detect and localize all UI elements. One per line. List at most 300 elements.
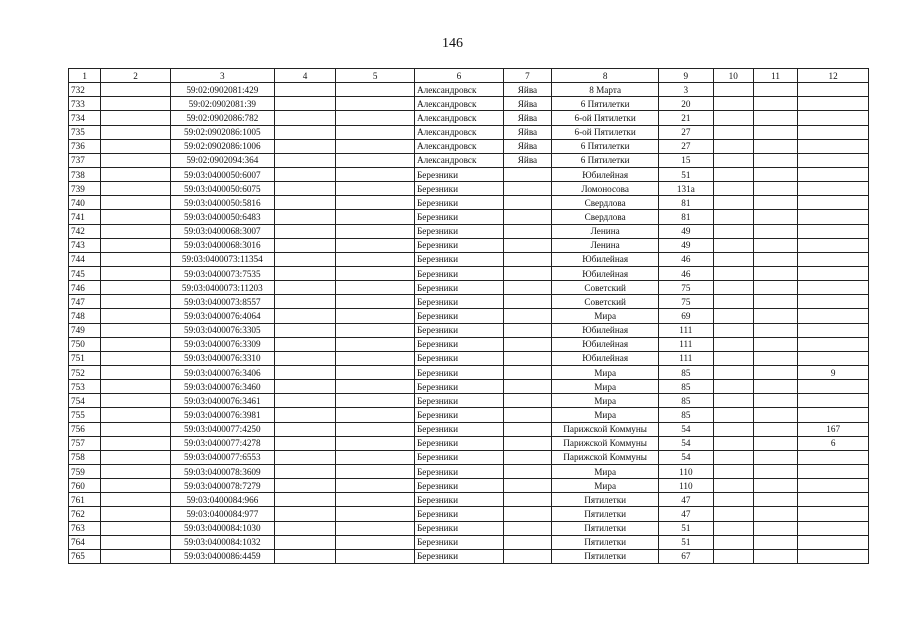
column-header: 2 [101, 69, 171, 83]
cell-col5 [336, 507, 415, 521]
cadastral-number: 59:03:0400076:4064 [170, 309, 274, 323]
column-header: 10 [713, 69, 753, 83]
cadastral-number: 59:03:0400078:7279 [170, 479, 274, 493]
house-number: 111 [659, 323, 713, 337]
cadastral-number: 59:03:0400050:5816 [170, 196, 274, 210]
cell-col5 [336, 83, 415, 97]
cell-col2 [101, 479, 171, 493]
settlement: Березники [415, 224, 504, 238]
locality [503, 436, 551, 450]
column-header: 4 [274, 69, 336, 83]
cadastral-number: 59:03:0400084:977 [170, 507, 274, 521]
cell-col4 [274, 167, 336, 181]
street: Свердлова [552, 210, 659, 224]
cadastral-number: 59:03:0400078:3609 [170, 464, 274, 478]
cell-col10 [713, 281, 753, 295]
table-row [69, 521, 869, 535]
settlement: Березники [415, 252, 504, 266]
cell-col12 [798, 125, 869, 139]
locality [503, 507, 551, 521]
street: 8 Марта [552, 83, 659, 97]
table-row [69, 549, 869, 563]
locality: Яйва [503, 125, 551, 139]
street: Советский [552, 281, 659, 295]
table-row [69, 436, 869, 450]
cell-col10 [713, 139, 753, 153]
cell-col12 [798, 408, 869, 422]
locality [503, 210, 551, 224]
cell-col11 [753, 83, 797, 97]
cadastral-number: 59:03:0400084:1030 [170, 521, 274, 535]
cell-col4 [274, 83, 336, 97]
cell-col12 [798, 493, 869, 507]
cell-col4 [274, 295, 336, 309]
locality [503, 182, 551, 196]
settlement: Березники [415, 196, 504, 210]
cadastral-number: 59:02:0902086:782 [170, 111, 274, 125]
cell-col4 [274, 153, 336, 167]
locality [503, 295, 551, 309]
cell-col12 [798, 153, 869, 167]
house-number: 46 [659, 266, 713, 280]
cell-col2 [101, 139, 171, 153]
cell-col4 [274, 450, 336, 464]
table-row [69, 337, 869, 351]
cadastral-number: 59:03:0400068:3007 [170, 224, 274, 238]
cell-col4 [274, 464, 336, 478]
row-number: 736 [69, 139, 101, 153]
street: 6-ой Пятилетки [552, 111, 659, 125]
street: Мира [552, 464, 659, 478]
street: Ленина [552, 238, 659, 252]
row-number: 754 [69, 394, 101, 408]
cell-col4 [274, 493, 336, 507]
cell-col4 [274, 224, 336, 238]
table-row [69, 422, 869, 436]
cell-col10 [713, 408, 753, 422]
cell-col5 [336, 351, 415, 365]
settlement: Березники [415, 309, 504, 323]
settlement: Березники [415, 182, 504, 196]
cell-col11 [753, 337, 797, 351]
settlement: Березники [415, 323, 504, 337]
locality [503, 196, 551, 210]
locality [503, 252, 551, 266]
row-number: 737 [69, 153, 101, 167]
cadastral-number: 59:03:0400073:11203 [170, 281, 274, 295]
cadastral-number: 59:02:0902086:1005 [170, 125, 274, 139]
cell-col4 [274, 351, 336, 365]
cell-col10 [713, 493, 753, 507]
street: Мира [552, 408, 659, 422]
table-row [69, 125, 869, 139]
house-number: 85 [659, 365, 713, 379]
locality [503, 337, 551, 351]
row-number: 762 [69, 507, 101, 521]
cell-col12 [798, 252, 869, 266]
house-number: 47 [659, 493, 713, 507]
column-header: 12 [798, 69, 869, 83]
cell-col10 [713, 450, 753, 464]
row-number: 739 [69, 182, 101, 196]
locality [503, 167, 551, 181]
cell-col2 [101, 337, 171, 351]
house-number: 85 [659, 394, 713, 408]
cell-col4 [274, 252, 336, 266]
settlement: Березники [415, 493, 504, 507]
cadastral-number: 59:03:0400084:966 [170, 493, 274, 507]
table-row [69, 167, 869, 181]
cell-col4 [274, 139, 336, 153]
cell-col5 [336, 153, 415, 167]
cell-col5 [336, 125, 415, 139]
house-number: 81 [659, 210, 713, 224]
cell-col10 [713, 196, 753, 210]
table-row [69, 464, 869, 478]
cell-col2 [101, 323, 171, 337]
locality [503, 422, 551, 436]
cell-col4 [274, 549, 336, 563]
cell-col2 [101, 252, 171, 266]
cell-col10 [713, 295, 753, 309]
settlement: Березники [415, 422, 504, 436]
cell-col12 [798, 83, 869, 97]
table-row [69, 210, 869, 224]
cell-col11 [753, 436, 797, 450]
cell-col12 [798, 323, 869, 337]
cell-col5 [336, 139, 415, 153]
row-number: 753 [69, 380, 101, 394]
cadastral-number: 59:03:0400068:3016 [170, 238, 274, 252]
table-row [69, 196, 869, 210]
cell-col5 [336, 295, 415, 309]
table-row [69, 408, 869, 422]
cell-col5 [336, 479, 415, 493]
cell-col2 [101, 365, 171, 379]
locality [503, 309, 551, 323]
cell-col2 [101, 224, 171, 238]
cell-col5 [336, 210, 415, 224]
table-row [69, 479, 869, 493]
locality [503, 408, 551, 422]
house-number: 111 [659, 351, 713, 365]
cell-col11 [753, 266, 797, 280]
settlement: Березники [415, 507, 504, 521]
settlement: Березники [415, 549, 504, 563]
cadastral-number: 59:02:0902081:39 [170, 97, 274, 111]
cadastral-number: 59:03:0400076:3460 [170, 380, 274, 394]
cell-col10 [713, 238, 753, 252]
street: Мира [552, 380, 659, 394]
locality [503, 450, 551, 464]
cell-col12 [798, 351, 869, 365]
cell-col10 [713, 210, 753, 224]
table-row [69, 394, 869, 408]
cadastral-number: 59:03:0400077:6553 [170, 450, 274, 464]
cell-col2 [101, 380, 171, 394]
cell-col12: 167 [798, 422, 869, 436]
row-number: 732 [69, 83, 101, 97]
cell-col4 [274, 97, 336, 111]
cell-col10 [713, 323, 753, 337]
street: Пятилетки [552, 535, 659, 549]
cell-col2 [101, 464, 171, 478]
row-number: 750 [69, 337, 101, 351]
cell-col5 [336, 252, 415, 266]
cell-col2 [101, 450, 171, 464]
table-row [69, 351, 869, 365]
cadastral-number: 59:03:0400073:11354 [170, 252, 274, 266]
cell-col11 [753, 139, 797, 153]
table-row [69, 139, 869, 153]
cell-col12 [798, 238, 869, 252]
cell-col5 [336, 422, 415, 436]
cell-col11 [753, 167, 797, 181]
cell-col12 [798, 380, 869, 394]
cell-col2 [101, 309, 171, 323]
cell-col11 [753, 252, 797, 266]
cell-col11 [753, 97, 797, 111]
settlement: Березники [415, 450, 504, 464]
cell-col10 [713, 167, 753, 181]
cell-col12 [798, 507, 869, 521]
settlement: Березники [415, 337, 504, 351]
table-row [69, 535, 869, 549]
cell-col4 [274, 380, 336, 394]
row-number: 745 [69, 266, 101, 280]
street: Парижской Коммуны [552, 436, 659, 450]
cell-col10 [713, 351, 753, 365]
table-row [69, 323, 869, 337]
cell-col5 [336, 111, 415, 125]
cadastral-number: 59:03:0400076:3305 [170, 323, 274, 337]
locality [503, 266, 551, 280]
cell-col4 [274, 422, 336, 436]
house-number: 67 [659, 549, 713, 563]
cell-col4 [274, 323, 336, 337]
cell-col11 [753, 521, 797, 535]
cell-col5 [336, 266, 415, 280]
cell-col2 [101, 167, 171, 181]
cell-col12 [798, 111, 869, 125]
locality [503, 351, 551, 365]
cell-col10 [713, 436, 753, 450]
house-number: 51 [659, 167, 713, 181]
cell-col2 [101, 394, 171, 408]
settlement: Александровск [415, 97, 504, 111]
house-number: 85 [659, 380, 713, 394]
table-row [69, 493, 869, 507]
table-row [69, 238, 869, 252]
cell-col5 [336, 182, 415, 196]
settlement: Александровск [415, 139, 504, 153]
cell-col12 [798, 479, 869, 493]
table-row [69, 365, 869, 379]
cell-col5 [336, 196, 415, 210]
row-number: 741 [69, 210, 101, 224]
cell-col11 [753, 295, 797, 309]
cell-col10 [713, 479, 753, 493]
settlement: Березники [415, 479, 504, 493]
cell-col11 [753, 323, 797, 337]
row-number: 758 [69, 450, 101, 464]
cell-col11 [753, 549, 797, 563]
table-row [69, 224, 869, 238]
cadastral-number: 59:03:0400086:4459 [170, 549, 274, 563]
cell-col12 [798, 309, 869, 323]
cell-col12 [798, 295, 869, 309]
table-row [69, 281, 869, 295]
cell-col11 [753, 281, 797, 295]
house-number: 110 [659, 479, 713, 493]
table-row [69, 182, 869, 196]
cell-col5 [336, 167, 415, 181]
cell-col10 [713, 97, 753, 111]
locality [503, 224, 551, 238]
cell-col2 [101, 408, 171, 422]
cadastral-number: 59:03:0400076:3309 [170, 337, 274, 351]
cell-col4 [274, 266, 336, 280]
cell-col10 [713, 266, 753, 280]
row-number: 755 [69, 408, 101, 422]
street: Юбилейная [552, 337, 659, 351]
street: Мира [552, 309, 659, 323]
street: 6 Пятилетки [552, 97, 659, 111]
settlement: Березники [415, 521, 504, 535]
table-row [69, 295, 869, 309]
cell-col5 [336, 238, 415, 252]
page-number: 146 [442, 36, 463, 51]
cell-col12 [798, 196, 869, 210]
settlement: Березники [415, 365, 504, 379]
row-number: 761 [69, 493, 101, 507]
cell-col10 [713, 182, 753, 196]
cell-col5 [336, 408, 415, 422]
locality [503, 323, 551, 337]
cell-col2 [101, 281, 171, 295]
settlement: Березники [415, 266, 504, 280]
settlement: Александровск [415, 111, 504, 125]
cell-col12 [798, 337, 869, 351]
cell-col5 [336, 224, 415, 238]
table-row [69, 507, 869, 521]
street: Парижской Коммуны [552, 450, 659, 464]
cell-col4 [274, 535, 336, 549]
house-number: 54 [659, 450, 713, 464]
house-number: 27 [659, 125, 713, 139]
settlement: Березники [415, 464, 504, 478]
cadastral-number: 59:03:0400073:8557 [170, 295, 274, 309]
settlement: Березники [415, 535, 504, 549]
cell-col11 [753, 493, 797, 507]
row-number: 733 [69, 97, 101, 111]
cell-col10 [713, 464, 753, 478]
cell-col2 [101, 97, 171, 111]
cell-col12 [798, 281, 869, 295]
cell-col4 [274, 182, 336, 196]
locality [503, 549, 551, 563]
cell-col2 [101, 493, 171, 507]
row-number: 742 [69, 224, 101, 238]
cell-col12 [798, 224, 869, 238]
cadastral-number: 59:03:0400076:3310 [170, 351, 274, 365]
cell-col4 [274, 337, 336, 351]
cell-col10 [713, 153, 753, 167]
house-number: 27 [659, 139, 713, 153]
cell-col4 [274, 210, 336, 224]
street: Мира [552, 479, 659, 493]
house-number: 49 [659, 224, 713, 238]
house-number: 131а [659, 182, 713, 196]
cell-col2 [101, 507, 171, 521]
cell-col11 [753, 153, 797, 167]
house-number: 85 [659, 408, 713, 422]
settlement: Александровск [415, 125, 504, 139]
street: 6-ой Пятилетки [552, 125, 659, 139]
street: Парижской Коммуны [552, 422, 659, 436]
house-number: 49 [659, 238, 713, 252]
cell-col2 [101, 549, 171, 563]
cadastral-number: 59:02:0902081:429 [170, 83, 274, 97]
cell-col4 [274, 196, 336, 210]
cell-col5 [336, 281, 415, 295]
cell-col2 [101, 83, 171, 97]
row-number: 744 [69, 252, 101, 266]
cadastral-number: 59:03:0400077:4278 [170, 436, 274, 450]
table-row [69, 153, 869, 167]
locality [503, 380, 551, 394]
street: Юбилейная [552, 167, 659, 181]
cell-col12 [798, 464, 869, 478]
cell-col12: 9 [798, 365, 869, 379]
row-number: 738 [69, 167, 101, 181]
cell-col10 [713, 111, 753, 125]
street: 6 Пятилетки [552, 153, 659, 167]
cell-col4 [274, 408, 336, 422]
locality [503, 238, 551, 252]
settlement: Александровск [415, 83, 504, 97]
column-header: 9 [659, 69, 713, 83]
cell-col11 [753, 464, 797, 478]
cadastral-number: 59:03:0400050:6075 [170, 182, 274, 196]
street: Юбилейная [552, 266, 659, 280]
street: Юбилейная [552, 252, 659, 266]
cell-col10 [713, 83, 753, 97]
locality: Яйва [503, 139, 551, 153]
cell-col12 [798, 521, 869, 535]
column-header: 6 [415, 69, 504, 83]
house-number: 47 [659, 507, 713, 521]
street: Ломоносова [552, 182, 659, 196]
row-number: 759 [69, 464, 101, 478]
cell-col4 [274, 507, 336, 521]
cell-col12 [798, 182, 869, 196]
settlement: Березники [415, 351, 504, 365]
house-number: 75 [659, 295, 713, 309]
cell-col4 [274, 521, 336, 535]
locality: Яйва [503, 83, 551, 97]
cell-col10 [713, 224, 753, 238]
settlement: Березники [415, 281, 504, 295]
row-number: 764 [69, 535, 101, 549]
cell-col4 [274, 238, 336, 252]
locality [503, 493, 551, 507]
row-number: 749 [69, 323, 101, 337]
register-table [68, 68, 869, 564]
row-number: 756 [69, 422, 101, 436]
cadastral-number: 59:03:0400077:4250 [170, 422, 274, 436]
cell-col12 [798, 167, 869, 181]
